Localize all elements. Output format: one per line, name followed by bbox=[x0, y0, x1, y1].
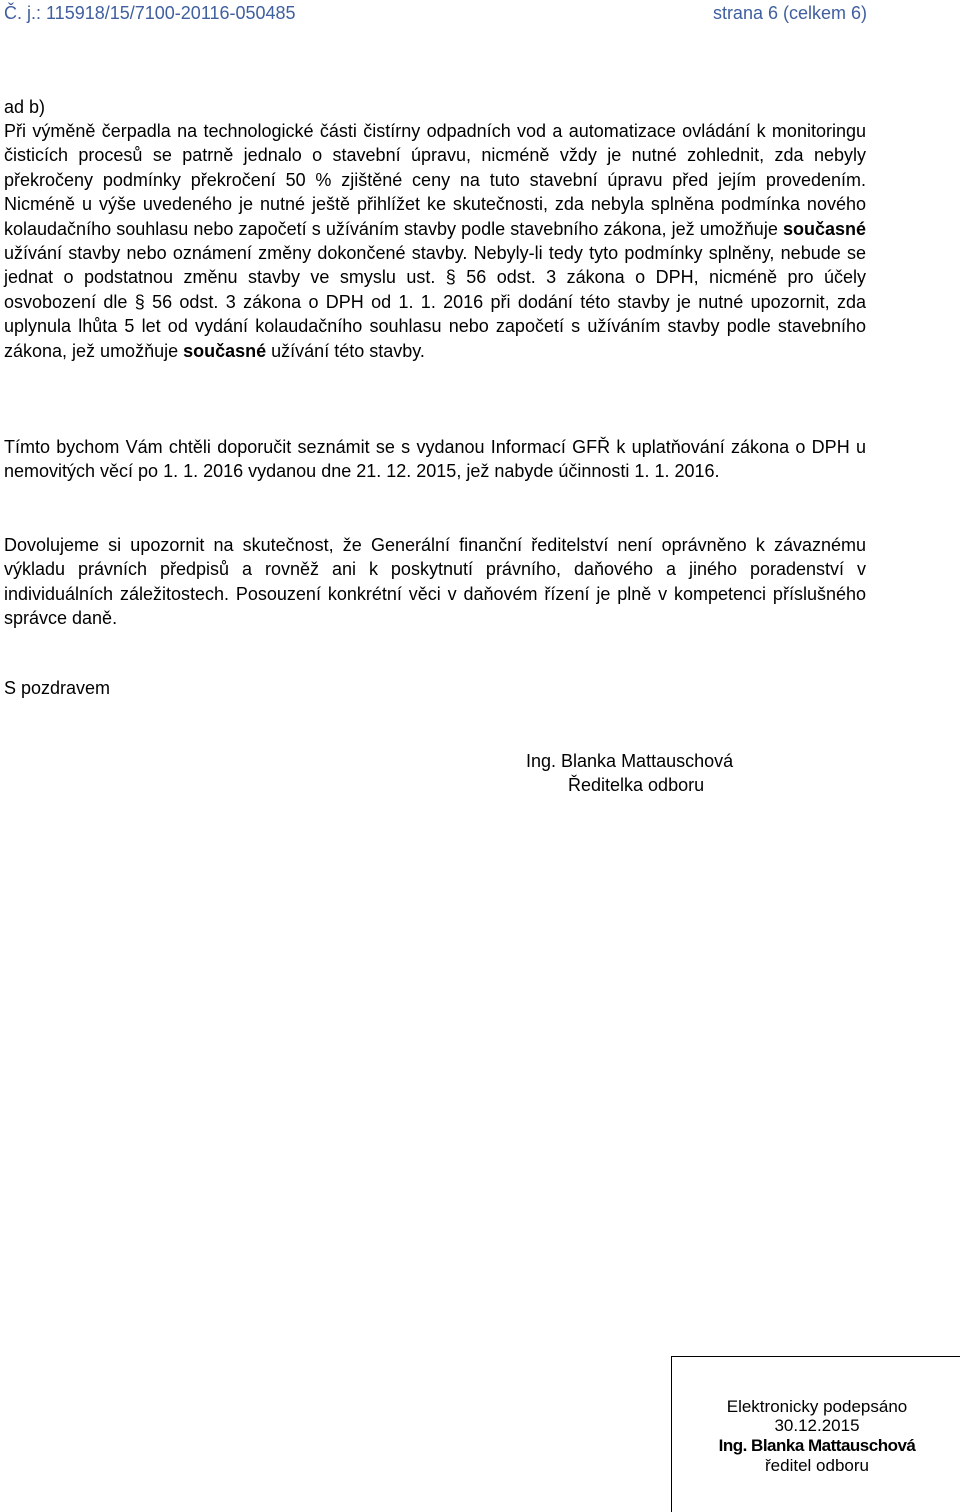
main-paragraph-text-2: užívání stavby nebo oznámení změny dokončené stavby. Nebyly-li tedy tyto podmínky splněny, nebude se jednat o podstatnou změnu stavby ve smyslu ust. § 56 odst. 3 zákona o DPH, nicméně pro účely osvobození dle § 56 odst. 3 zákona o DPH od 1. 1. 2016 při dodání této stavby je nutné upozornit, zda uplynula lhůta 5 let od vydání kolaudačního souhlasu nebo započetí s užíváním stavby podle stavebního zákona, jež umožňuje bbox=[4, 243, 866, 361]
gfr-recommendation-paragraph: Tímto bychom Vám chtěli doporučit seznámit se s vydanou Informací GFŘ k uplatňování zákona o DPH u nemovitých věcí po 1. 1. 2016 vydanou dne 21. 12. 2015, jež nabyde účinnosti 1. 1. 2016. bbox=[4, 437, 866, 482]
main-paragraph-bold-1: současné bbox=[782, 218, 866, 239]
signer-name: Ing. Blanka Mattauschová bbox=[526, 751, 734, 771]
e-sign-role: ředitel odboru bbox=[765, 1456, 869, 1475]
main-paragraph-bold-2: současné bbox=[183, 340, 267, 361]
greeting: S pozdravem bbox=[4, 678, 111, 698]
disclaimer-paragraph: Dovolujeme si upozornit na skutečnost, že Generální finanční ředitelství není oprávněno k závaznému výkladu právních předpisů a rovněž ani k poskytnutí právního, daňového a jiného poradenství v individuálních záležitostech. Posouzení konkrétní věci v daňovém řízení je plně v kompetenci příslušného správce daně. bbox=[4, 535, 866, 629]
main-paragraph-text-3: užívání této stavby. bbox=[266, 340, 425, 361]
page-header bbox=[0, 3, 960, 27]
section-heading-ad-b: ad b) bbox=[4, 97, 46, 117]
main-paragraph-text-1: Při výměně čerpadla na technologické části čistírny odpadních vod a automatizace ovládání k monitoringu čisticích procesů se patrně jednalo o stavební úpravu, nicméně vždy je nutné zohlednit, zda nebyly překročeny podmínky překročení 50 % zjištěné ceny na tuto stavební úpravu před jejím provedením. Nicméně u výše uvedeného je nutné ještě přihlížet ke skutečnosti, zda nebyla splněna podmínka nového kolaudačního souhlasu nebo započetí s užíváním stavby podle stavebního zákona, jež umožňuje bbox=[4, 121, 866, 239]
main-paragraph bbox=[4, 119, 866, 363]
electronic-signature-box bbox=[671, 1356, 960, 1512]
signer-role: Ředitelka odboru bbox=[568, 775, 705, 795]
e-sign-date: 30.12.2015 bbox=[774, 1416, 860, 1435]
e-sign-label: Elektronicky podepsáno bbox=[726, 1397, 908, 1416]
page-number: strana 6 (celkem 6) bbox=[712, 3, 867, 23]
e-sign-name: Ing. Blanka Mattauschová bbox=[718, 1436, 916, 1455]
reference-number: Č. j.: 115918/15/7100-20116-050485 bbox=[4, 3, 296, 23]
